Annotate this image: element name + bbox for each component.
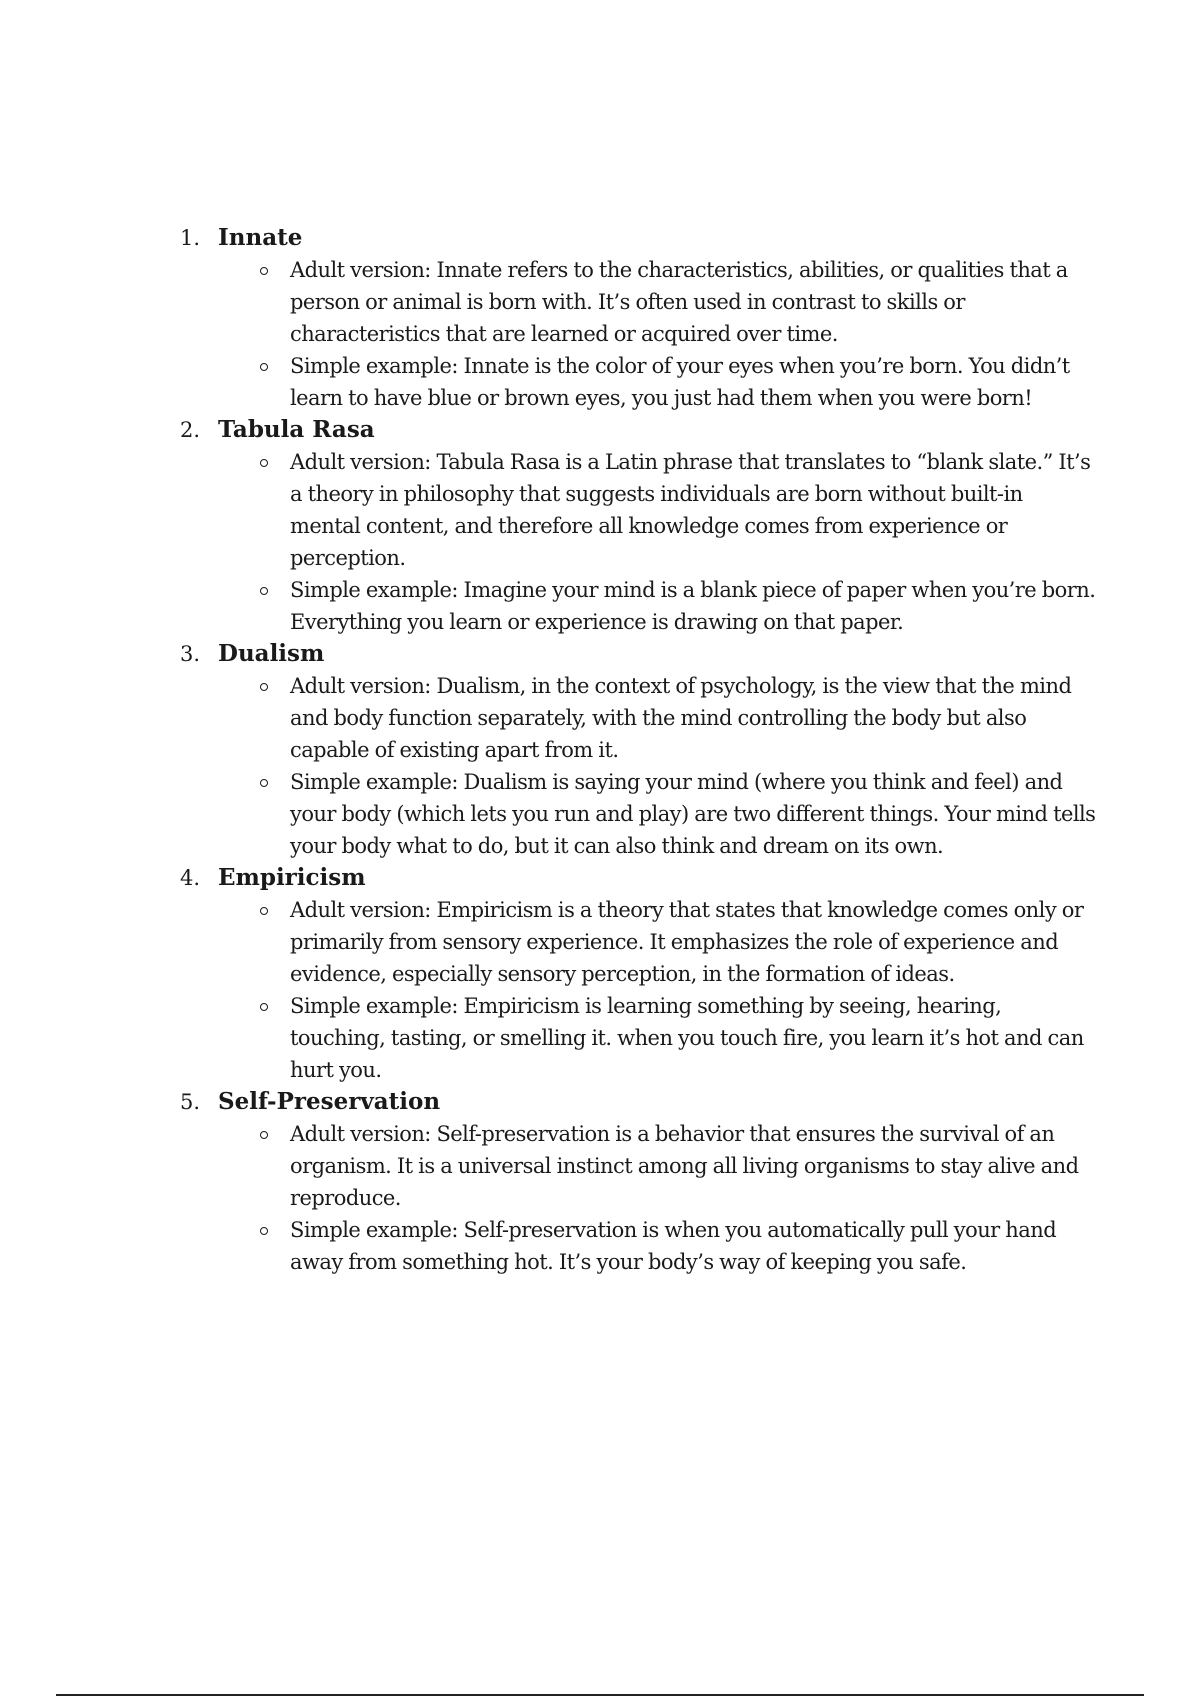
term-number: 4. bbox=[180, 866, 201, 890]
hollow-bullet-icon bbox=[260, 1003, 268, 1011]
hollow-bullet-icon bbox=[260, 907, 268, 915]
adult-version-text: Adult version: Self-preservation is a behavior that ensures the survival of an organism. It is a universal instinct among all living organisms to stay alive and reproduce. bbox=[290, 1122, 1079, 1210]
simple-example-item bbox=[218, 990, 1096, 1086]
simple-example-item bbox=[218, 1214, 1096, 1278]
adult-version-text: Adult version: Dualism, in the context of psychology, is the view that the mind and body function separately, with the mind controlling the body but also capable of existing apart from it. bbox=[290, 674, 1072, 762]
simple-example-item bbox=[218, 766, 1096, 862]
term-number: 1. bbox=[180, 226, 201, 250]
hollow-bullet-icon bbox=[260, 1227, 268, 1235]
adult-version-item bbox=[218, 670, 1096, 766]
adult-version-text: Adult version: Empiricism is a theory that states that knowledge comes only or primarily from sensory experience. It emphasizes the role of experience and evidence, especially sensory perception, in the formation of ideas. bbox=[290, 898, 1084, 986]
term-title: Empiricism bbox=[218, 864, 366, 891]
term-title: Innate bbox=[218, 224, 303, 251]
simple-example-text: Simple example: Imagine your mind is a blank piece of paper when you’re born. Everything you learn or experience is drawing on that paper. bbox=[290, 578, 1096, 634]
simple-example-text: Simple example: Self-preservation is when you automatically pull your hand away from something hot. It’s your body’s way of keeping you safe. bbox=[290, 1218, 1057, 1274]
hollow-bullet-icon bbox=[260, 267, 268, 275]
adult-version-item bbox=[218, 894, 1096, 990]
term-list bbox=[176, 222, 1096, 1278]
hollow-bullet-icon bbox=[260, 683, 268, 691]
term-number: 3. bbox=[180, 642, 201, 666]
simple-example-item bbox=[218, 574, 1096, 638]
hollow-bullet-icon bbox=[260, 1131, 268, 1139]
simple-example-text: Simple example: Dualism is saying your mind (where you think and feel) and your body (which lets you run and play) are two different things. Your mind tells your body what to do, but it can also think and dream on its own. bbox=[290, 770, 1096, 858]
term-title: Dualism bbox=[218, 640, 325, 667]
adult-version-text: Adult version: Innate refers to the characteristics, abilities, or qualities that a person or animal is born with. It’s often used in contrast to skills or characteristics that are learned or acquired over time. bbox=[290, 258, 1068, 346]
simple-example-item bbox=[218, 350, 1096, 414]
adult-version-item bbox=[218, 446, 1096, 574]
simple-example-text: Simple example: Empiricism is learning something by seeing, hearing, touching, tasting, or smelling it. when you touch fire, you learn it’s hot and can hurt you. bbox=[290, 994, 1084, 1082]
term-title: Self-Preservation bbox=[218, 1088, 441, 1115]
term-item bbox=[176, 222, 1096, 414]
simple-example-text: Simple example: Innate is the color of your eyes when you’re born. You didn’t learn to have blue or brown eyes, you just had them when you were born! bbox=[290, 354, 1070, 410]
hollow-bullet-icon bbox=[260, 363, 268, 371]
hollow-bullet-icon bbox=[260, 587, 268, 595]
term-item bbox=[176, 862, 1096, 1086]
term-number: 5. bbox=[180, 1090, 201, 1114]
adult-version-item bbox=[218, 254, 1096, 350]
term-number: 2. bbox=[180, 418, 201, 442]
hollow-bullet-icon bbox=[260, 459, 268, 467]
term-item bbox=[176, 638, 1096, 862]
footer-divider bbox=[56, 1694, 1144, 1696]
adult-version-item bbox=[218, 1118, 1096, 1214]
adult-version-text: Adult version: Tabula Rasa is a Latin phrase that translates to “blank slate.” It’s a theory in philosophy that suggests individuals are born without built-in mental content, and therefore all knowledge comes from experience or perception. bbox=[290, 450, 1091, 570]
term-item bbox=[176, 1086, 1096, 1278]
term-item bbox=[176, 414, 1096, 638]
hollow-bullet-icon bbox=[260, 779, 268, 787]
term-title: Tabula Rasa bbox=[218, 416, 375, 443]
